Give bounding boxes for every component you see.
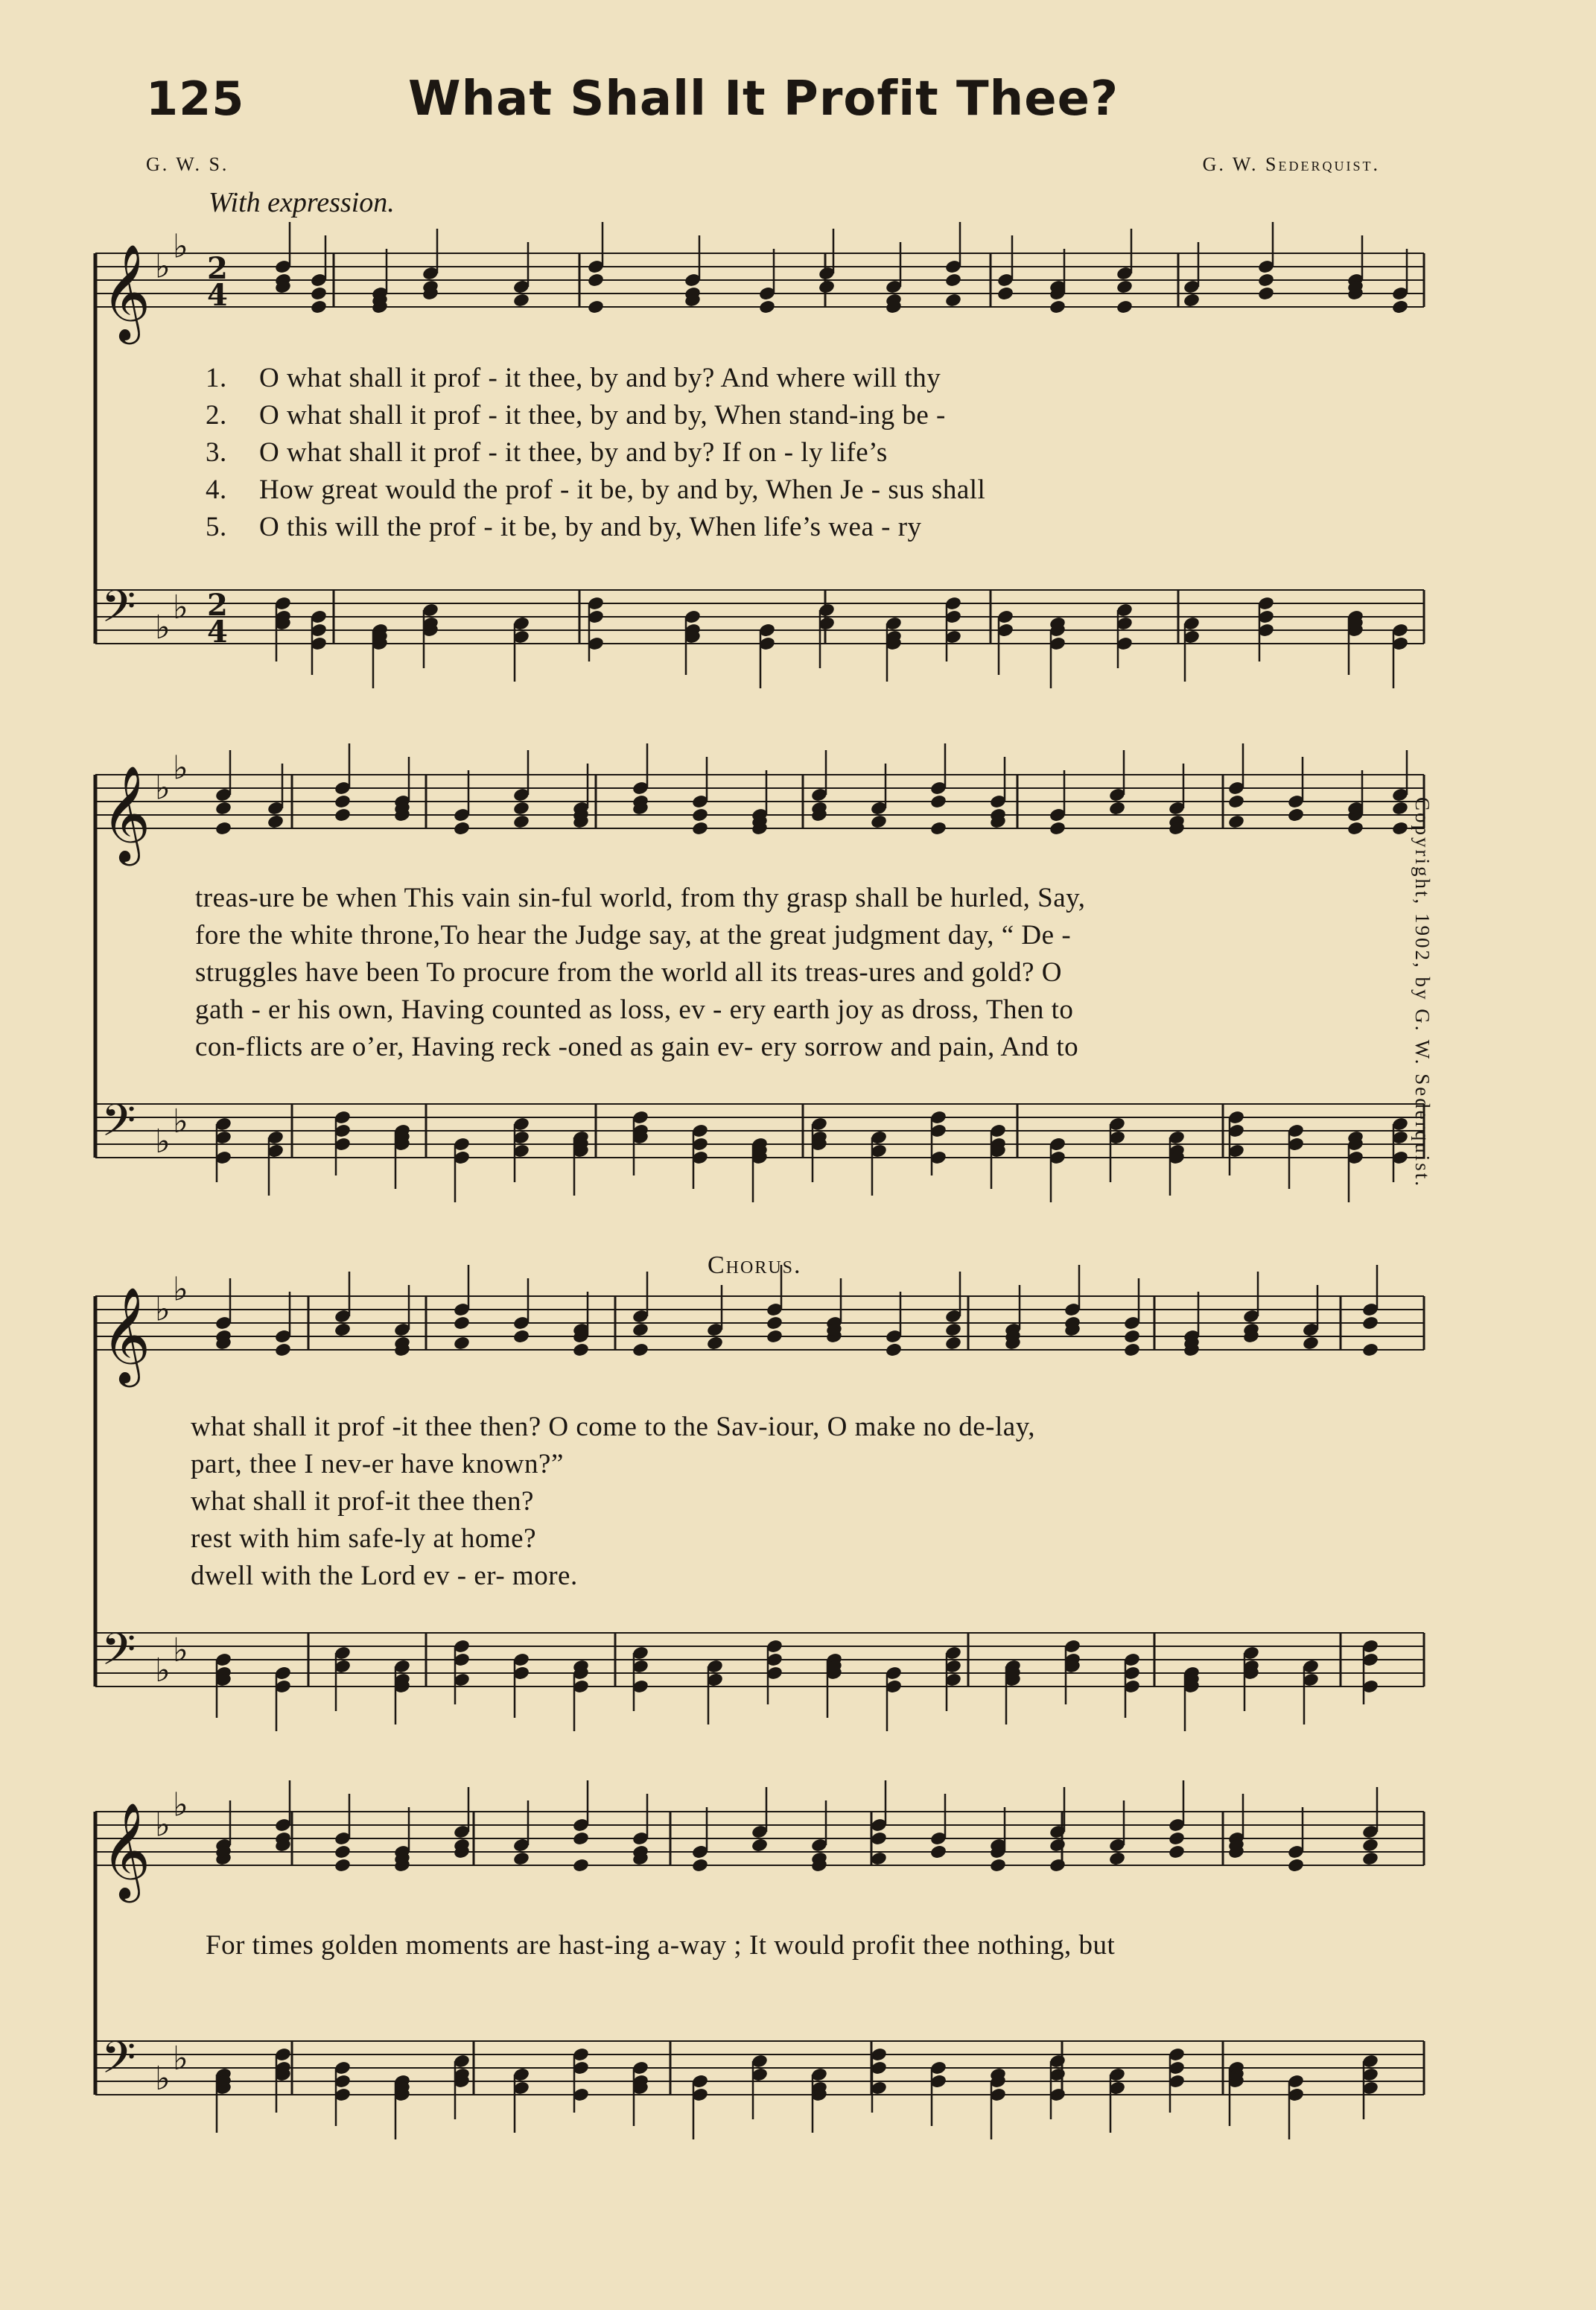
verse-number: 1. <box>206 363 227 393</box>
notehead <box>766 1316 783 1331</box>
notehead <box>587 273 605 288</box>
notehead <box>1049 1838 1066 1853</box>
notehead <box>1183 293 1201 308</box>
verse-text: O what shall it prof - it thee, by and by? If on - ly life’s <box>259 437 888 468</box>
flat-sign: ♭ <box>173 1631 188 1669</box>
time-signature-top: 2 <box>207 251 228 286</box>
flat-sign: ♭ <box>155 1806 171 1844</box>
verse-line: what shall it prof -it thee then? O come to the Sav-iour, O make no de-lay, <box>191 1412 1036 1442</box>
notehead <box>572 1831 590 1847</box>
notehead <box>1287 807 1305 823</box>
notehead <box>691 1858 709 1873</box>
notehead <box>870 814 888 830</box>
notehead <box>1227 814 1245 830</box>
flat-sign: ♭ <box>173 1786 188 1824</box>
notehead <box>989 1858 1007 1873</box>
flat-sign: ♭ <box>155 769 171 807</box>
notehead <box>512 1329 530 1345</box>
verse-line: dwell with the Lord ev - er- more. <box>191 1561 578 1591</box>
verse-line <box>206 474 985 506</box>
notehead <box>334 1858 352 1873</box>
flat-sign: ♭ <box>173 1270 188 1309</box>
notehead <box>944 1322 962 1338</box>
verse-line: rest with him safe-ly at home? <box>191 1523 537 1554</box>
notehead <box>870 1851 888 1867</box>
bass-clef: 𝄢 <box>101 2031 136 2094</box>
notehead <box>766 1329 783 1345</box>
verse-line: gath - er his own, Having counted as loss, ev - ery earth joy as dross, Then to <box>195 994 1074 1025</box>
verse-number: 4. <box>206 475 227 505</box>
notehead <box>1049 1858 1066 1873</box>
verse-line <box>206 437 888 469</box>
flat-sign: ♭ <box>155 247 171 286</box>
verse-line: For times golden moments are hast-ing a-way ; It would profit thee nothing, but <box>206 1930 1116 1961</box>
verse-text: How great would the prof - it be, by and by, When Je - sus shall <box>259 475 986 505</box>
bass-clef: 𝄢 <box>101 1623 136 1686</box>
flat-sign: ♭ <box>155 1651 171 1689</box>
notehead <box>1361 1316 1379 1331</box>
notehead <box>274 1342 292 1358</box>
flat-sign: ♭ <box>155 2059 171 2098</box>
verse-number: 5. <box>206 512 227 542</box>
notehead <box>1116 299 1134 315</box>
treble-clef: 𝄞 <box>101 1286 151 1383</box>
verse-line: con-flicts are o’er, Having reck -oned as gain ev- ery sorrow and pain, And to <box>195 1032 1079 1062</box>
notehead <box>214 801 232 816</box>
notehead <box>758 299 776 315</box>
notehead <box>453 1336 471 1351</box>
notehead <box>885 1342 903 1358</box>
notehead <box>691 807 709 823</box>
notehead <box>1302 1336 1320 1351</box>
flat-sign: ♭ <box>155 1290 171 1329</box>
verse-text: O what shall it prof - it thee, by and by, When stand-ing be - <box>259 400 946 431</box>
notehead <box>453 821 471 837</box>
notehead <box>1116 279 1134 295</box>
notehead <box>512 801 530 816</box>
notehead <box>632 1322 649 1338</box>
copyright-notice: Copyright, 1902, by G. W. Sederquist. <box>1411 797 1434 1189</box>
notehead <box>512 1851 530 1867</box>
hymn-number: 125 <box>146 72 245 126</box>
notehead <box>1391 801 1409 816</box>
notehead <box>267 814 284 830</box>
notehead <box>1108 1851 1126 1867</box>
notehead <box>1361 1342 1379 1358</box>
verse-number: 3. <box>206 437 227 468</box>
notehead <box>572 1858 590 1873</box>
treble-clef: 𝄞 <box>101 1802 151 1899</box>
notehead <box>1168 1844 1186 1860</box>
notehead <box>587 299 605 315</box>
lyricist-credit: G. W. S. <box>146 153 229 175</box>
treble-clef: 𝄞 <box>101 244 151 340</box>
flat-sign: ♭ <box>155 1122 171 1161</box>
flat-sign: ♭ <box>173 588 188 626</box>
notehead <box>1257 286 1275 302</box>
notehead <box>1257 273 1275 288</box>
notehead <box>996 286 1014 302</box>
time-signature-bottom: 4 <box>207 278 228 313</box>
verse-line <box>206 399 946 431</box>
notehead <box>512 814 530 830</box>
notehead <box>1361 1838 1379 1853</box>
notehead <box>751 1838 769 1853</box>
notehead <box>1123 1329 1141 1345</box>
treble-clef: 𝄞 <box>101 765 151 862</box>
chorus-label: Chorus. <box>708 1251 802 1279</box>
notehead <box>1168 1831 1186 1847</box>
notehead <box>1049 821 1066 837</box>
notehead <box>310 299 328 315</box>
notehead <box>334 1322 352 1338</box>
notehead <box>929 1844 947 1860</box>
notehead <box>929 821 947 837</box>
bass-clef: 𝄢 <box>101 1094 136 1157</box>
notehead <box>1049 299 1066 315</box>
verse-text: O this will the prof - it be, by and by, When life’s wea - ry <box>259 512 922 542</box>
verse-line: part, thee I nev-er have known?” <box>191 1449 564 1479</box>
verse-line <box>206 362 941 394</box>
flat-sign: ♭ <box>155 608 171 647</box>
notehead <box>944 273 962 288</box>
time-signature-top: 2 <box>207 588 228 623</box>
notehead <box>944 1336 962 1351</box>
notehead <box>310 286 328 302</box>
verse-line: struggles have been To procure from the world all its treas-ures and gold? O <box>195 957 1062 988</box>
verse-line: treas-ure be when This vain sin-ful world, from thy grasp shall be hurled, Say, <box>195 883 1086 913</box>
verse-line <box>206 511 922 543</box>
verse-text: O what shall it prof - it thee, by and by? And where will thy <box>259 363 941 393</box>
notehead <box>944 293 962 308</box>
notehead <box>818 279 836 295</box>
notehead <box>691 821 709 837</box>
flat-sign: ♭ <box>173 1102 188 1140</box>
verse-line: fore the white throne,To hear the Judge say, at the great judgment day, “ De - <box>195 920 1072 951</box>
notehead <box>334 794 352 810</box>
hymn-title: What Shall It Profit Thee? <box>408 72 1119 127</box>
verse-line: what shall it prof-it thee then? <box>191 1486 534 1517</box>
notehead <box>870 1831 888 1847</box>
flat-sign: ♭ <box>173 227 188 266</box>
notehead <box>706 1336 724 1351</box>
notehead <box>1123 1342 1141 1358</box>
tempo-marking: With expression. <box>209 187 395 218</box>
notehead <box>1347 821 1364 837</box>
composer-credit: G. W. Sederquist. <box>1202 153 1380 175</box>
notehead <box>1287 1858 1305 1873</box>
verse-number: 2. <box>206 400 227 431</box>
flat-sign: ♭ <box>173 749 188 787</box>
flat-sign: ♭ <box>173 2039 188 2078</box>
time-signature-bottom: 4 <box>207 615 228 650</box>
notehead <box>929 794 947 810</box>
notehead <box>512 293 530 308</box>
notehead <box>1227 794 1245 810</box>
notehead <box>334 807 352 823</box>
notehead <box>214 821 232 837</box>
notehead <box>1108 801 1126 816</box>
notehead <box>334 1844 352 1860</box>
notehead <box>1391 299 1409 315</box>
notehead <box>453 1316 471 1331</box>
notehead <box>1391 821 1409 837</box>
bass-clef: 𝄢 <box>101 580 136 643</box>
notehead <box>632 1342 649 1358</box>
notehead <box>1361 1851 1379 1867</box>
notehead <box>572 1342 590 1358</box>
